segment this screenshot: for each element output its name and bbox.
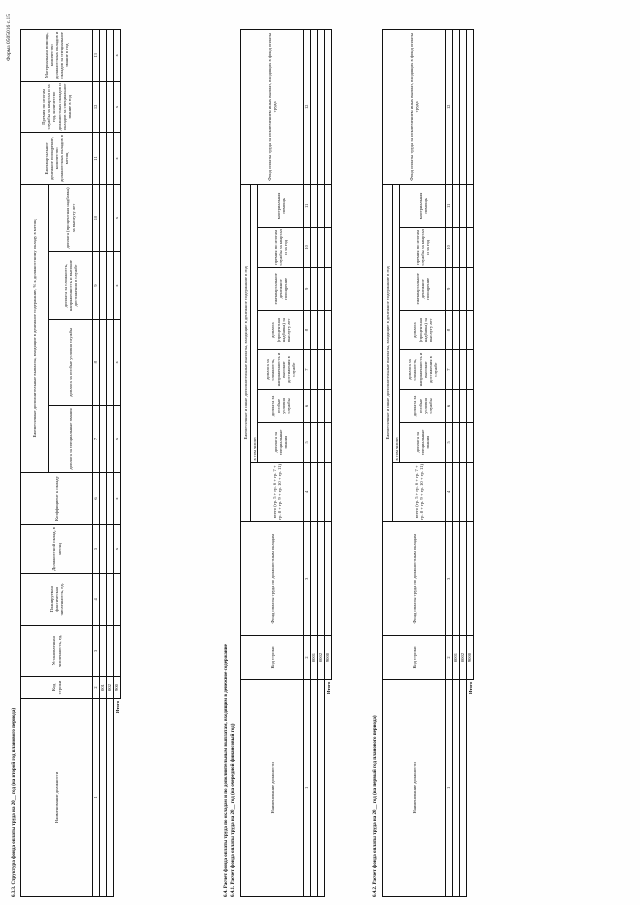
col-num: 11 xyxy=(304,184,311,227)
header-c6: премия по итогам службы за квартал и за год xyxy=(258,228,304,267)
header-m2: доплата за особые условия службы xyxy=(49,319,93,405)
header-c3: доплата за сложность, напряженность и высокие достижения в службе xyxy=(258,350,304,389)
header-c2: доплата за особые условия службы xyxy=(258,389,304,422)
header-fund: Фонд оплаты труда по должностным окладам xyxy=(383,522,446,636)
col-num: 1 xyxy=(446,679,453,896)
header-m4: доплата (процентная надбавка) за выслугу лет xyxy=(49,184,93,252)
total-code: 9000 xyxy=(466,636,473,679)
header-monthly: Ежемесячные и иные дополнительные выплаты, входящие в денежное содержание в год xyxy=(383,184,393,521)
col-num: 8 xyxy=(446,310,453,349)
table-6-4-1 xyxy=(240,29,332,897)
col-num: 1 xyxy=(304,679,311,896)
header-code: Код строки xyxy=(241,636,304,679)
col-num: 5 xyxy=(304,423,311,462)
header-planned: Планируемая фактическая численность, ед. xyxy=(21,574,93,626)
header-monthly: Ежемесячные дополнительные выплаты, входящие в денежное содержание, % к должностному окладу в месяц xyxy=(21,184,49,473)
col-num: 10 xyxy=(304,228,311,267)
col-num: 4 xyxy=(93,574,100,626)
header-established: Установленная численность, ед. xyxy=(21,625,93,677)
header-name: Наименование должности xyxy=(21,698,93,896)
row-code: 001 xyxy=(99,677,106,699)
header-code: Код строки xyxy=(21,677,93,699)
row-code: 0002 xyxy=(317,636,324,679)
header-name: Наименование должности xyxy=(241,679,304,896)
table-6-4-2 xyxy=(382,29,474,897)
total-label: Итого xyxy=(467,681,473,695)
table-row-total xyxy=(466,30,473,897)
header-c6: премия по итогам службы за квартал и за год xyxy=(400,228,446,267)
header-incl: в том числе: xyxy=(393,184,400,462)
col-num: 6 xyxy=(304,389,311,422)
col-num: 11 xyxy=(93,133,100,185)
col-num: 7 xyxy=(446,350,453,389)
header-quarterly: Ежеквартальное денежное поощрение, количество должностных окладов в месяц xyxy=(21,133,93,185)
table-row-total: Итого 900 x x x x x x x x x xyxy=(113,30,120,897)
header-c7: материальная помощь xyxy=(258,184,304,227)
header-excl: Фонд оплаты труда за исключением иных выплат, входящих в фонд оплаты труда xyxy=(383,30,446,185)
header-coef: Коэффициент к окладу xyxy=(21,473,93,525)
table-row xyxy=(106,30,113,897)
table-row xyxy=(459,30,466,897)
col-num: 4 xyxy=(304,462,311,522)
row-code: 0002 xyxy=(459,636,466,679)
col-num: 12 xyxy=(304,30,311,185)
table-row xyxy=(99,30,106,897)
col-num: 2 xyxy=(304,636,311,679)
row-code: 0001 xyxy=(452,636,459,679)
row-code: 0001 xyxy=(310,636,317,679)
header-excl: Фонд оплаты труда за исключением иных выплат, входящих в фонд оплаты труда xyxy=(241,30,304,185)
total-label: Итого xyxy=(114,700,120,714)
header-c7: материальная помощь xyxy=(400,184,446,227)
header-fund: Фонд оплаты труда по должностным окладам xyxy=(241,522,304,636)
col-num: 9 xyxy=(304,267,311,310)
header-m3: доплата за сложность, напряженность и высокие достижения в службе xyxy=(49,252,93,320)
section-6-3-3-title: 6.3.3. Структура фонда оплаты труда на 20__ год (на второй год планового периода) xyxy=(12,708,17,897)
header-incl: в том числе: xyxy=(251,184,258,462)
header-total: всего (гр. 5 + гр. 6 + гр. 7 + гр. 8 + гр. 9 + гр. 10 + гр. 11) xyxy=(251,462,304,522)
header-c1: доплата за специальные звания xyxy=(400,423,446,462)
col-num: 5 xyxy=(93,524,100,573)
col-num: 7 xyxy=(304,350,311,389)
col-num: 4 xyxy=(446,462,453,522)
table-row-total xyxy=(324,30,331,897)
col-num: 9 xyxy=(446,267,453,310)
header-premium: Премия по итогам службы за квартал и за год, количество должностных окладов и окладов за специальное звание в год xyxy=(21,81,93,133)
col-num: 8 xyxy=(304,310,311,349)
col-num: 2 xyxy=(446,636,453,679)
col-num: 12 xyxy=(93,81,100,133)
col-num: 5 xyxy=(446,423,453,462)
col-num: 12 xyxy=(446,30,453,185)
col-num: 9 xyxy=(93,252,100,320)
header-material: Материальная помощь, количество должностных окладов и окладов за специальное звание в год xyxy=(21,30,93,82)
header-name: Наименование должности xyxy=(383,679,446,896)
table-6-3-3 xyxy=(20,29,121,897)
total-label: Итого xyxy=(325,681,331,695)
header-monthly: Ежемесячные и иные дополнительные выплаты, входящие в денежное содержание в год xyxy=(241,184,251,521)
header-c2: доплата за особые условия службы xyxy=(400,389,446,422)
col-num: 6 xyxy=(93,473,100,525)
header-c3: доплата за сложность, напряженность и высокие достижения в службе xyxy=(400,350,446,389)
col-num: 10 xyxy=(93,184,100,252)
header-c5: ежеквартальное денежное поощрение xyxy=(400,267,446,310)
table-row xyxy=(310,30,317,897)
col-num: 10 xyxy=(446,228,453,267)
col-num: 3 xyxy=(304,522,311,636)
form-code: Форма 0505016 с.15 xyxy=(6,14,12,61)
col-num: 11 xyxy=(446,184,453,227)
total-code: 9000 xyxy=(324,636,331,679)
col-num: 8 xyxy=(93,319,100,405)
row-code: 002 xyxy=(106,677,113,699)
section-6-4-2-title: 6.4.2. Расчет фонда оплаты труда на 20__ год (на первый год планового периода) xyxy=(373,715,378,897)
col-num: 3 xyxy=(93,625,100,677)
section-6-4-1-title: 6.4.1. Расчет фонда оплаты труда на 20__ год (на очередной финансовый год) xyxy=(231,723,236,897)
table-row xyxy=(317,30,324,897)
header-c1: доплата за специальные звания xyxy=(258,423,304,462)
total-code: 900 xyxy=(113,677,120,699)
header-code: Код строки xyxy=(383,636,446,679)
col-num: 13 xyxy=(93,30,100,82)
header-m1: доплата за специальные звания xyxy=(49,405,93,473)
table-row xyxy=(452,30,459,897)
col-num: 6 xyxy=(446,389,453,422)
col-num: 2 xyxy=(93,677,100,699)
col-num: 3 xyxy=(446,522,453,636)
col-num: 7 xyxy=(93,405,100,473)
section-6-4-title: 6.4. Расчет фонда оплаты труда по окладам и по дополнительным выплатам, входящим в денежное содержание xyxy=(224,644,229,897)
header-total: всего (гр. 5 + гр. 6 + гр. 7 + гр. 8 + гр. 9 + гр. 10 + гр. 11) xyxy=(393,462,446,522)
header-c4: доплата (процентная надбавка) за выслугу лет xyxy=(258,310,304,349)
header-c5: ежеквартальное денежное поощрение xyxy=(258,267,304,310)
col-num: 1 xyxy=(93,698,100,896)
header-salary: Должностной оклад, в месяц xyxy=(21,524,93,573)
header-c4: доплата (процентная надбавка) за выслугу лет xyxy=(400,310,446,349)
